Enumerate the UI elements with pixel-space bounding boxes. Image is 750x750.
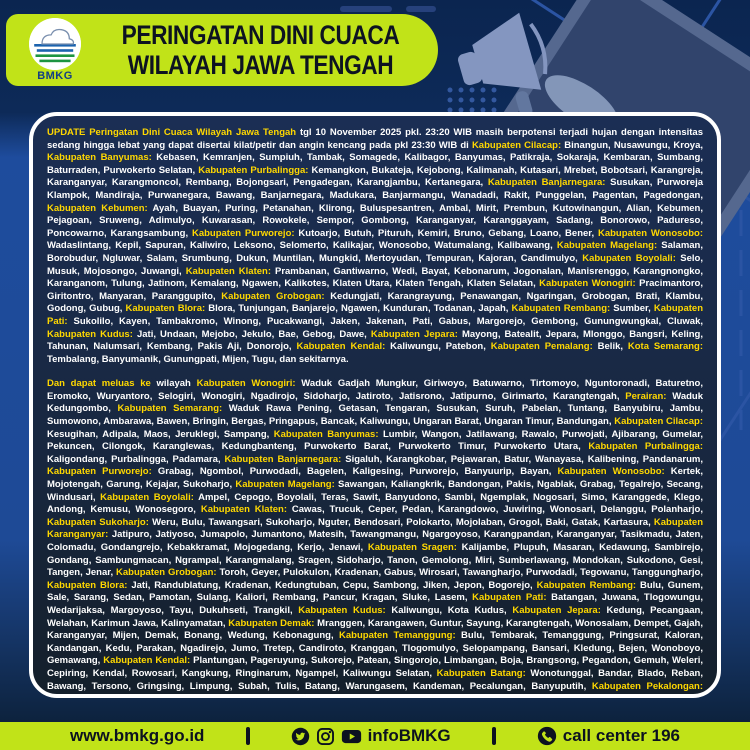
warning-expansion-paragraph: Dan dapat meluas ke wilayah Kabupaten Wonogiri: Waduk Gadjah Mungkur, Giriwoyo, Batuwarno, Tirtomoyo, Nguntoronadi, Baturetno, Eromoko, Wuryantoro, Selogiri, Wonogiri, Ngadirojo, Sidoharjo, Jatiroto, Jatisrono, Jatipurno, Girimarto, Karangtengah, Perairan: Waduk Kedungombo, Kabupaten Semarang: Waduk Rawa Pening, Getasan, Tengaran, Susukan, Suruh, Pabelan, Tuntang, Banyubiru, Jambu, Sumowono, Ambarawa, Bawen, Bringin, Bergas, Pringapus, Bancak, Kaliwungu, Ungaran Barat, Ungaran Timur, Bandungan, Kabupaten Cilacap: Kesugihan, Adipala, Maos, Jeruklegi, Sampang, Kabupaten Banyumas: Lumbir, Wangon, Jatilawang, Rawalo, Purwojati, Ajibarang, Gumelar, Pekuncen, Cilongok, Karanglewas, Kedungbanteng, Purwokerto Barat, Purwokerto Timur, Purwokerto Utara, Kabupaten Purbalingga: Kaligondang, Purbalingga, Padamara, Kabupaten Banjarnegara: Sigaluh, Karangkobar, Pejawaran, Batur, Wanayasa, Kalibening, Pandanarum, Kabupaten Purworejo: Grabag, Ngombol, Purwodadi, Bagelen, Kaligesing, Purworejo, Banyuurip, Bayan, Kabupaten Wonosobo: Kertek, Mojotengah, Garung, Kejajar, Sukoharjo, Kabupaten Magelang: Sawangan, Kaliangkrik, Bandongan, Pakis, Ngablak, Grabag, Tegalrejo, Secang, Windusari, Kabupaten Boyolali: Ampel, Cepogo, Boyolali, Teras, Sawit, Banyudono, Sambi, Ngemplak, Nogosari, Simo, Karanggede, Klego, Andong, Kemusu, Wonosegoro, Kabupaten Klaten: Cawas, Trucuk, Ceper, Pedan, Karangdowo, Juwiring, Wonosari, Delanggu, Polanharjo, Kabupaten Sukoharjo: Weru, Bulu, Tawangsari, Sukoharjo, Nguter, Bendosari, Polokarto, Mojolaban, Grogol, Baki, Gatak, Kartasura, Kabupaten Karanganyar: Jatipuro, Jatiyoso, Jumapolo, Jumantono, Matesih, Tawangmangu, Ngargoyoso, Karangpandan, Karanganyar, Tasikmadu, Jaten, Colomadu, Gondangrejo, Kebakkramat, Mojogedang, Kerjo, Jenawi, Kabupaten Sragen: Kalijambe, Plupuh, Masaran, Kedawung, Sambirejo, Gondang, Sambungmacan, Ngrampal, Karangmalang, Sragen, Sidoharjo, Tanon, Gemolong, Miri, Sumberlawang, Mondokan, Sukodono, Gesi, Tangen, Jenar, Kabupaten Grobogan: Toroh, Geyer, Pulokulon, Kradenan, Gabus, Wirosari, Tawangharjo, Purwodadi, Tegowanu, Tanggungharjo, Kabupaten Blora: Jati, Randublatung, Kradenan, Kedungtuban, Cepu, Sambong, Jiken, Jepon, Bogorejo, Kabupaten Rembang: Bulu, Gunem, Sale, Sarang, Sedan, Pamotan, Sulang, Kaliori, Rembang, Pancur, Kragan, Sluke, Lasem, Kabupaten Pati: Batangan, Juwana, Tlogowungu, Wedarijaksa, Margoyoso, Tayu, Dukuhseti, Trangkil, Kabupaten Kudus: Kaliwungu, Kota Kudus, Kabupaten Jepara: Kedung, Pecangaan, Welahan, Karimun Jawa, Kalinyamatan, Kabupaten Demak: Mranggen, Karangawen, Guntur, Sayung, Karangtengah, Wonosalam, Dempet, Gajah, Karanganyar, Mijen, Demak, Bonang, Wedung, Kebonagung, Kabupaten Temanggung: Bulu, Tembarak, Temanggung, Pringsurat, Kaloran, Kandangan, Kedu, Parakan, Ngadirejo, Jumo, Tretep, Candiroto, Kranggan, Tlogomulyo, Selopampang, Bansari, Kledung, Bejen, Wonoboyo, Gemawang, Kabupaten Kendal: Plantungan, Pageruyung, Sukorejo, Patean, Singorojo, Limbangan, Boja, Brangsong, Pegandon, Gemuh, Weleri, Cepiring, Kendal, Rowosari, Kangkung, Ringinarum, Ngampel, Kaliwungu Selatan, Kabupaten Batang: Wonotunggal, Bandar, Blado, Reban, Bawang, Tersono, Gringsing, Limpung, Subah, Tulis, Batang, Warungasem, Kandeman, Pecalungan, Banyuputih, Kabupaten Pekalongan: (47, 378, 704, 692)
call-center-label: call center 196 (562, 726, 680, 745)
bmkg-logo (22, 18, 88, 82)
bmkg-emblem-icon (29, 18, 81, 70)
phone-icon (537, 726, 557, 746)
social-media-group (291, 726, 451, 746)
call-center-group (537, 726, 680, 746)
footer-divider (246, 727, 250, 745)
social-handle-label: infoBMKG (367, 726, 451, 745)
dot-grid (448, 88, 497, 113)
warning-update-paragraph: UPDATE Peringatan Dini Cuaca Wilayah Jawa Tengah tgl 10 November 2025 pkl. 23:20 WIB masih berpotensi terjadi hujan dengan intensitas sedang hingga lebat yang dapat disertai kilat/petir dan angin kencang pada pkl 23:30 WIB di Kabupaten Cilacap: Binangun, Nusawungu, Kroya, Kabupaten Banyumas: Kebasen, Kemranjen, Sumpiuh, Tambak, Somagede, Kalibagor, Banyumas, Patikraja, Sokaraja, Kembaran, Sumbang, Baturraden, Purwokerto Selatan, Kabupaten Purbalingga: Kemangkon, Bukateja, Kejobong, Kalimanah, Kutasari, Mrebet, Bobotsari, Karangreja, Karanganyar, Karangmoncol, Rembang, Bojongsari, Pengadegan, Karangjambu, Kertanegara, Kabupaten Banjarnegara: Susukan, Purworeja Klampok, Mandiraja, Purwanegara, Bawang, Banjarnegara, Madukara, Banjarmangu, Wanadadi, Rakit, Punggelan, Pagentan, Pagedongan, Kabupaten Kebumen: Ayah, Buayan, Puring, Petanahan, Klirong, Buluspesantren, Ambal, Mirit, Prembun, Kutowinangun, Alian, Kebumen, Pejagoan, Sruweng, Adimulyo, Kuwarasan, Rowokele, Sempor, Gombong, Karanganyar, Karanggayam, Sadang, Bonorowo, Padureso, Poncowarno, Karangsambung, Kabupaten Purworejo: Kutoarjo, Butuh, Pituruh, Kemiri, Bruno, Gebang, Loano, Bener, Kabupaten Wonosobo: Wadaslintang, Kepil, Sapuran, Kaliwiro, Leksono, Selomerto, Kalikajar, Wonosobo, Watumalang, Kalibawang, Kabupaten Magelang: Salaman, Borobudur, Ngluwar, Salam, Srumbung, Dukun, Muntilan, Mungkid, Mertoyudan, Tempuran, Kajoran, Candimulyo, Kabupaten Boyolali: Selo, Musuk, Mojosongo, Juwangi, Kabupaten Klaten: Prambanan, Gantiwarno, Wedi, Bayat, Kebonarum, Jogonalan, Manisrenggo, Karangnongko, Karanganom, Tulung, Jatinom, Kemalang, Ngawen, Kalikotes, Klaten Utara, Klaten Tengah, Klaten Selatan, Kabupaten Wonogiri: Pracimantoro, Giritontro, Manyaran, Paranggupito, Kabupaten Grobogan: Kedungjati, Karangrayung, Penawangan, Ngaringan, Grobogan, Brati, Klambu, Godong, Gubug, Kabupaten Blora: Blora, Tunjungan, Banjarejo, Ngawen, Kunduran, Todanan, Japah, Kabupaten Rembang: Sumber, Kabupaten Pati: Sukolilo, Kayen, Tambakromo, Winong, Pucakwangi, Jaken, Jakenan, Pati, Gabus, Margorejo, Gembong, Gunungwungkal, Cluwak, Kabupaten Kudus: Jati, Undaan, Mejobo, Jekulo, Bae, Gebog, Dawe, Kabupaten Jepara: Mayong, Batealit, Jepara, Mlonggo, Bangsri, Keling, Tahunan, Nalumsari, Kembang, Pakis Aji, Donorojo, Kabupaten Kendal: Kaliwungu, Patebon, Kabupaten Pemalang: Belik, Kota Semarang: Tembalang, Banyumanik, Gunungpati, Mijen, Tugu, dan sekitarnya. (47, 127, 703, 365)
header-banner (6, 14, 438, 86)
youtube-icon (341, 727, 362, 746)
footer-divider (492, 727, 496, 745)
poster-title (116, 20, 410, 80)
warning-text-panel (29, 112, 721, 698)
instagram-icon (316, 727, 335, 746)
title-line-1: PERINGATAN DINI CUACA (121, 20, 400, 50)
website-link: www.bmkg.go.id (70, 726, 205, 745)
bmkg-logo-text: BMKG (37, 70, 73, 82)
twitter-icon (291, 727, 310, 746)
title-line-2: WILAYAH JAWA TENGAH (127, 50, 394, 80)
footer-bar (0, 722, 750, 750)
